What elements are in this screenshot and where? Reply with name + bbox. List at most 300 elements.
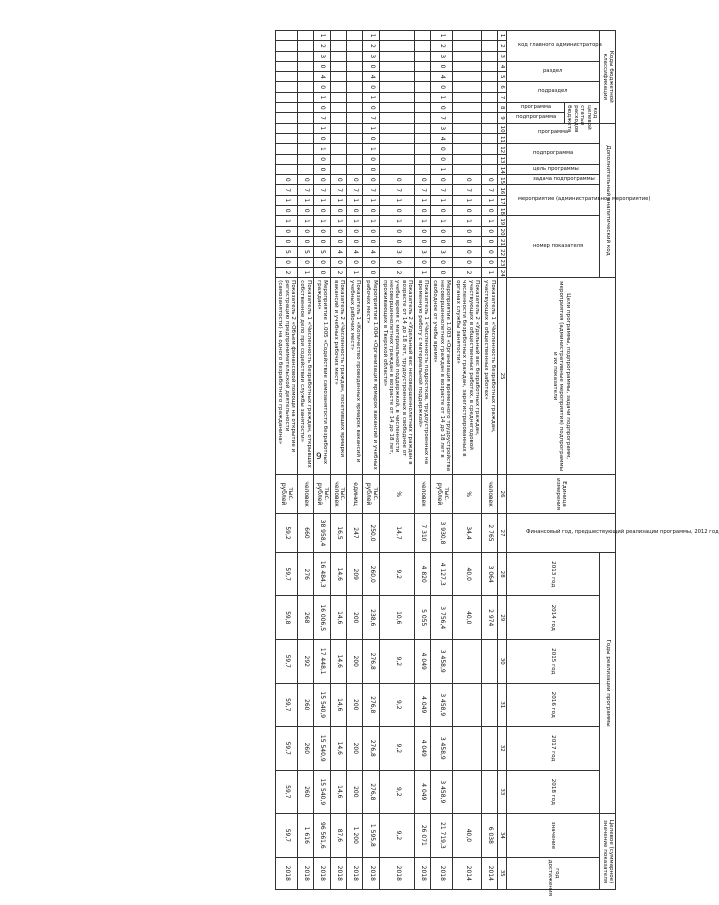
code-digit: 1 bbox=[313, 216, 330, 226]
column-number: 15 bbox=[497, 175, 506, 185]
code-digit: 2 bbox=[313, 41, 330, 51]
column-number: 32 bbox=[497, 727, 506, 771]
code-digit: 0 bbox=[431, 103, 453, 113]
code-digit bbox=[330, 31, 347, 41]
section-header: раздел bbox=[507, 61, 600, 82]
cell-v2015: 14,6 bbox=[330, 640, 347, 684]
code-digit: 3 bbox=[415, 247, 431, 257]
code-digit: 1 bbox=[453, 216, 482, 226]
code-digit: 0 bbox=[313, 257, 330, 267]
code-digit: 7 bbox=[431, 113, 453, 123]
code-digit: 0 bbox=[347, 175, 363, 185]
code-digit: 1 bbox=[313, 31, 330, 41]
code-digit bbox=[415, 103, 431, 113]
cell-v2013: 4 820 bbox=[415, 552, 431, 596]
code-digit bbox=[347, 82, 363, 92]
code-digit bbox=[415, 61, 431, 71]
code-digit: 0 bbox=[313, 103, 330, 113]
cell-v2013: 9,2 bbox=[380, 552, 415, 596]
code-digit bbox=[298, 144, 314, 154]
cell-v2015: 3 458,9 bbox=[431, 640, 453, 684]
code-digit: 0 bbox=[415, 206, 431, 216]
cell-year: 2014 bbox=[482, 857, 498, 889]
code-digit bbox=[453, 51, 482, 61]
cell-v2018: 9,2 bbox=[380, 770, 415, 814]
table-row bbox=[347, 31, 363, 890]
code-digit: 0 bbox=[313, 164, 330, 174]
code-digit: 0 bbox=[330, 175, 347, 185]
column-number: 27 bbox=[497, 514, 506, 553]
code-digit bbox=[415, 144, 431, 154]
cell-v2012: 34,4 bbox=[453, 514, 482, 553]
row-name: Показатель 1 «Численность безработных граждан, участвующих в общественных работах» bbox=[482, 278, 498, 475]
cell-v2012: 38 958,4 bbox=[313, 514, 330, 553]
code-digit: 1 bbox=[363, 31, 380, 41]
row-name: Мероприятие 1.003 «Организация временного трудоустройства несовершеннолетних граждан в возрасте от 14 до 18 лет в свободное от учебы время» bbox=[431, 278, 453, 475]
code-digit bbox=[330, 144, 347, 154]
cell-v2014: 5 055 bbox=[415, 596, 431, 640]
y2015-header: 2015 год bbox=[507, 640, 600, 684]
cell-v2013: 4 127,3 bbox=[431, 552, 453, 596]
code-digit bbox=[298, 154, 314, 164]
code-digit bbox=[330, 92, 347, 102]
code-digit bbox=[380, 92, 415, 102]
cell-v2016: 9,2 bbox=[380, 683, 415, 727]
column-number: 16 bbox=[497, 185, 506, 195]
cell-v2018: 200 bbox=[347, 770, 363, 814]
code-digit: 0 bbox=[347, 236, 363, 246]
code-digit: 5 bbox=[275, 247, 297, 257]
code-digit: 1 bbox=[380, 216, 415, 226]
code-digit: 0 bbox=[431, 206, 453, 216]
column-number: 21 bbox=[497, 236, 506, 246]
code-digit: 0 bbox=[363, 175, 380, 185]
code-digit: 0 bbox=[363, 133, 380, 143]
code-digit: 0 bbox=[363, 206, 380, 216]
cell-v2012: 59,2 bbox=[275, 514, 297, 553]
column-number: 25 bbox=[497, 278, 506, 475]
code-digit: 0 bbox=[431, 82, 453, 92]
cell-v2014: 3 756,4 bbox=[431, 596, 453, 640]
code-digit bbox=[347, 72, 363, 82]
cell-v2018 bbox=[482, 770, 498, 814]
code-digit: 7 bbox=[313, 113, 330, 123]
an-goal-header: цель программы bbox=[507, 164, 600, 174]
code-digit bbox=[482, 51, 498, 61]
code-digit bbox=[453, 144, 482, 154]
code-digit: 2 bbox=[275, 267, 297, 277]
cell-v2017: 200 bbox=[347, 727, 363, 771]
cell-v2018: 4 049 bbox=[415, 770, 431, 814]
code-digit bbox=[482, 133, 498, 143]
code-digit bbox=[482, 31, 498, 41]
code-digit bbox=[453, 41, 482, 51]
code-digit: 1 bbox=[363, 195, 380, 205]
code-digit bbox=[380, 103, 415, 113]
cell-v2017: 260 bbox=[298, 727, 314, 771]
code-digit bbox=[298, 41, 314, 51]
code-digit bbox=[275, 82, 297, 92]
program-table bbox=[275, 30, 719, 897]
column-number: 11 bbox=[497, 133, 506, 143]
cell-v2012: 660 bbox=[298, 514, 314, 553]
code-digit bbox=[275, 123, 297, 133]
code-digit: 1 bbox=[431, 92, 453, 102]
cell-year: 2018 bbox=[330, 857, 347, 889]
cell-v2017: 14,6 bbox=[330, 727, 347, 771]
code-digit bbox=[453, 61, 482, 71]
cell-v2016: 14,6 bbox=[330, 683, 347, 727]
code-digit bbox=[298, 31, 314, 41]
code-digit: 2 bbox=[380, 267, 415, 277]
code-digit: 1 bbox=[431, 164, 453, 174]
cell-v2014: 2 974 bbox=[482, 596, 498, 640]
code-digit: 0 bbox=[431, 144, 453, 154]
code-digit: 0 bbox=[313, 206, 330, 216]
code-digit: 7 bbox=[431, 185, 453, 195]
code-digit bbox=[453, 164, 482, 174]
code-digit bbox=[482, 164, 498, 174]
column-number: 5 bbox=[497, 72, 506, 82]
unit-header: Единица измерения bbox=[507, 475, 616, 514]
column-number: 23 bbox=[497, 257, 506, 267]
cell-v2015: 59,7 bbox=[275, 640, 297, 684]
column-number: 13 bbox=[497, 154, 506, 164]
column-number: 7 bbox=[497, 92, 506, 102]
cell-unit: тыс. рублей bbox=[275, 475, 297, 514]
cell-v2015: 276,8 bbox=[363, 640, 380, 684]
code-digit bbox=[347, 113, 363, 123]
code-digit bbox=[275, 61, 297, 71]
code-digit bbox=[330, 164, 347, 174]
code-digit: 0 bbox=[431, 175, 453, 185]
cell-v2012: 250,0 bbox=[363, 514, 380, 553]
code-digit bbox=[347, 103, 363, 113]
code-digit bbox=[347, 133, 363, 143]
code-digit: 7 bbox=[313, 185, 330, 195]
code-digit: 0 bbox=[330, 236, 347, 246]
cell-v2018: 15 540,9 bbox=[313, 770, 330, 814]
code-digit: 1 bbox=[453, 195, 482, 205]
y2017-header: 2017 год bbox=[507, 727, 600, 771]
code-digit bbox=[298, 123, 314, 133]
cell-v2014: 238,6 bbox=[363, 596, 380, 640]
code-digit bbox=[482, 103, 498, 113]
cell-target: 1 616 bbox=[298, 814, 314, 858]
code-digit: 4 bbox=[330, 247, 347, 257]
column-number: 35 bbox=[497, 857, 506, 889]
code-digit: 0 bbox=[363, 226, 380, 236]
column-number: 30 bbox=[497, 640, 506, 684]
cell-v2012: 2 765 bbox=[482, 514, 498, 553]
code-digit bbox=[380, 144, 415, 154]
cell-v2017: 9,2 bbox=[380, 727, 415, 771]
code-digit: 3 bbox=[313, 51, 330, 61]
code-digit: 0 bbox=[330, 257, 347, 267]
cell-target: 1 595,8 bbox=[363, 814, 380, 858]
cell-v2013: 14,6 bbox=[330, 552, 347, 596]
cell-target: 21 719,3 bbox=[431, 814, 453, 858]
code-digit: 0 bbox=[453, 206, 482, 216]
code-digit bbox=[275, 164, 297, 174]
code-digit: 0 bbox=[298, 206, 314, 216]
code-digit bbox=[415, 41, 431, 51]
cell-v2018: 14,6 bbox=[330, 770, 347, 814]
row-name: Мероприятие 1.004 «Организация ярмарок вакансий и учебных рабочих мест» bbox=[363, 278, 380, 475]
code-digit bbox=[347, 123, 363, 133]
cell-v2018: 260 bbox=[298, 770, 314, 814]
code-digit bbox=[482, 61, 498, 71]
an-measure-header: мероприятие (административное мероприятие) bbox=[507, 185, 600, 216]
cell-unit: тыс. рублей bbox=[431, 475, 453, 514]
code-digit: 0 bbox=[380, 206, 415, 216]
table-row bbox=[298, 31, 314, 890]
code-digit: 3 bbox=[363, 51, 380, 61]
subsection-header: подраздел bbox=[507, 82, 600, 103]
cell-year: 2018 bbox=[275, 857, 297, 889]
cell-v2014: 268 bbox=[298, 596, 314, 640]
cell-unit: единиц bbox=[347, 475, 363, 514]
row-name: Показатель 2 «Удельный вес несовершеннолетних граждан в возрасте от 14 до 18 лет, трудоустроенных в свободное от учебы время с материальной поддержкой, в численности несовершеннолетних граждан в возрасте от 14 до 18 лет, проживающих в Тверской области» bbox=[380, 278, 415, 475]
code-digit: 0 bbox=[482, 257, 498, 267]
code-digit: 7 bbox=[453, 185, 482, 195]
code-digit: 0 bbox=[363, 236, 380, 246]
code-digit bbox=[380, 154, 415, 164]
code-digit bbox=[482, 92, 498, 102]
code-digit: 1 bbox=[363, 92, 380, 102]
code-digit bbox=[453, 82, 482, 92]
code-digit: 0 bbox=[313, 82, 330, 92]
row-name: Показатель 1 «Количество проведенных ярмарок вакансий и учебных рабочих мест» bbox=[347, 278, 363, 475]
code-digit: 1 bbox=[330, 195, 347, 205]
column-number: 28 bbox=[497, 552, 506, 596]
cell-v2016: 200 bbox=[347, 683, 363, 727]
row-name: Показатель 2 «Объем финансовой помощи на открытие и регистрацию предпринимательской деятельности (самозанятости) на одного безработного гражданина» bbox=[275, 278, 297, 475]
code-digit bbox=[380, 113, 415, 123]
code-digit bbox=[275, 144, 297, 154]
cell-v2013: 3 064 bbox=[482, 552, 498, 596]
table-row bbox=[415, 31, 431, 890]
column-number: 1 bbox=[497, 31, 506, 41]
column-number: 12 bbox=[497, 144, 506, 154]
column-number: 3 bbox=[497, 51, 506, 61]
code-digit bbox=[347, 154, 363, 164]
code-digit bbox=[330, 61, 347, 71]
cell-year: 2014 bbox=[453, 857, 482, 889]
cell-year: 2018 bbox=[415, 857, 431, 889]
code-digit: 0 bbox=[415, 257, 431, 267]
code-digit: 0 bbox=[363, 154, 380, 164]
table-row bbox=[275, 31, 297, 890]
code-digit bbox=[415, 113, 431, 123]
y2014-header: 2014 год bbox=[507, 596, 600, 640]
target-article-header: код целевой статьи расходов бюджета bbox=[565, 103, 600, 124]
cell-unit: тыс. рублей bbox=[313, 475, 330, 514]
cell-v2016: 4 049 bbox=[415, 683, 431, 727]
column-number: 10 bbox=[497, 123, 506, 133]
code-digit: 0 bbox=[313, 175, 330, 185]
code-digit: 0 bbox=[431, 61, 453, 71]
code-digit: 0 bbox=[313, 154, 330, 164]
cell-year: 2018 bbox=[363, 857, 380, 889]
cell-v2012: 247 bbox=[347, 514, 363, 553]
y2016-header: 2016 год bbox=[507, 683, 600, 727]
column-number: 31 bbox=[497, 683, 506, 727]
code-digit: 0 bbox=[363, 82, 380, 92]
code-digit: 0 bbox=[380, 175, 415, 185]
code-digit: 0 bbox=[275, 175, 297, 185]
cell-v2015: 292 bbox=[298, 640, 314, 684]
code-digit: 0 bbox=[275, 226, 297, 236]
cell-v2014: 59,8 bbox=[275, 596, 297, 640]
code-digit: 1 bbox=[347, 216, 363, 226]
code-digit: 7 bbox=[380, 185, 415, 195]
code-digit: 0 bbox=[313, 226, 330, 236]
cell-v2012: 3 930,8 bbox=[431, 514, 453, 553]
code-digit: 0 bbox=[347, 206, 363, 216]
years-header: Годы реализации программы bbox=[600, 552, 616, 813]
cell-v2015: 9,2 bbox=[380, 640, 415, 684]
code-digit bbox=[298, 133, 314, 143]
code-digit: 0 bbox=[298, 175, 314, 185]
code-digit: 4 bbox=[363, 72, 380, 82]
page-number: 9 bbox=[316, 452, 322, 462]
code-digit bbox=[415, 82, 431, 92]
code-digit bbox=[415, 164, 431, 174]
code-digit: 4 bbox=[431, 72, 453, 82]
code-digit bbox=[347, 51, 363, 61]
an-task-header: задача подпрограммы bbox=[507, 175, 600, 185]
cell-year: 2018 bbox=[347, 857, 363, 889]
code-digit: 0 bbox=[363, 257, 380, 267]
table-row bbox=[431, 31, 453, 890]
column-number: 17 bbox=[497, 195, 506, 205]
code-digit: 0 bbox=[453, 236, 482, 246]
cell-v2016: 59,7 bbox=[275, 683, 297, 727]
code-digit: 0 bbox=[298, 226, 314, 236]
an-indicator-header: номер показателя bbox=[507, 216, 600, 278]
code-digit: 0 bbox=[275, 257, 297, 267]
code-digit: 4 bbox=[313, 72, 330, 82]
code-digit bbox=[330, 113, 347, 123]
row-name: Показатель 1 «Численность безработных граждан, открывших собственное дело при содействии службы занятости» bbox=[298, 278, 314, 475]
code-digit: 0 bbox=[482, 226, 498, 236]
cell-v2018: 276,8 bbox=[363, 770, 380, 814]
budget-codes-header: Коды бюджетной классификации bbox=[600, 31, 616, 124]
code-digit bbox=[380, 61, 415, 71]
cell-unit: человек bbox=[298, 475, 314, 514]
code-digit bbox=[298, 72, 314, 82]
cell-target: 1 200 bbox=[347, 814, 363, 858]
code-digit: 1 bbox=[363, 216, 380, 226]
code-digit: 0 bbox=[415, 175, 431, 185]
cell-v2013: 276 bbox=[298, 552, 314, 596]
cell-unit: % bbox=[453, 475, 482, 514]
code-digit bbox=[380, 31, 415, 41]
column-number: 14 bbox=[497, 164, 506, 174]
code-digit bbox=[453, 154, 482, 164]
code-digit bbox=[330, 51, 347, 61]
code-digit: 0 bbox=[482, 206, 498, 216]
y2018-header: 2018 год bbox=[507, 770, 600, 814]
cell-target: 59,7 bbox=[275, 814, 297, 858]
column-number: 4 bbox=[497, 61, 506, 71]
cell-target: 40,0 bbox=[453, 814, 482, 858]
code-digit bbox=[453, 72, 482, 82]
code-digit: 0 bbox=[380, 257, 415, 267]
cell-v2016 bbox=[453, 683, 482, 727]
code-digit bbox=[415, 51, 431, 61]
code-digit: 1 bbox=[313, 92, 330, 102]
code-digit: 1 bbox=[347, 267, 363, 277]
cell-target: 87,6 bbox=[330, 814, 347, 858]
column-number: 18 bbox=[497, 206, 506, 216]
code-digit: 4 bbox=[347, 247, 363, 257]
code-digit bbox=[415, 92, 431, 102]
table-row bbox=[363, 31, 380, 890]
cell-v2016: 260 bbox=[298, 683, 314, 727]
cell-v2014: 16 006,5 bbox=[313, 596, 330, 640]
column-number: 9 bbox=[497, 113, 506, 123]
code-digit: 0 bbox=[313, 133, 330, 143]
cell-v2017: 59,7 bbox=[275, 727, 297, 771]
fin-year-header: Финансовый год, предшествующий реализации программы, 2012 год bbox=[507, 514, 616, 553]
code-digit: 1 bbox=[415, 195, 431, 205]
code-digit: 3 bbox=[380, 247, 415, 257]
code-digit: 3 bbox=[431, 123, 453, 133]
code-digit bbox=[330, 41, 347, 51]
column-number: 2 bbox=[497, 41, 506, 51]
code-digit: 0 bbox=[298, 257, 314, 267]
code-digit: 1 bbox=[275, 195, 297, 205]
code-digit: 1 bbox=[482, 195, 498, 205]
code-digit bbox=[330, 133, 347, 143]
code-digit bbox=[275, 41, 297, 51]
code-digit bbox=[275, 51, 297, 61]
code-digit bbox=[347, 31, 363, 41]
code-digit bbox=[380, 133, 415, 143]
code-digit bbox=[380, 41, 415, 51]
cell-v2018 bbox=[453, 770, 482, 814]
code-digit: 1 bbox=[363, 144, 380, 154]
goals-header: Цели программы, подпрограммы, задачи подпрограмм, мероприятия (административные мероприятия) подпрограммы и их показатели bbox=[507, 278, 616, 475]
code-digit bbox=[330, 72, 347, 82]
cell-unit: человек bbox=[415, 475, 431, 514]
code-digit: 1 bbox=[431, 216, 453, 226]
code-digit: 3 bbox=[431, 51, 453, 61]
cell-v2016 bbox=[482, 683, 498, 727]
code-digit bbox=[482, 144, 498, 154]
cell-unit: тыс. рублей bbox=[363, 475, 380, 514]
code-digit: 1 bbox=[347, 195, 363, 205]
cell-v2013: 59,7 bbox=[275, 552, 297, 596]
code-digit: 2 bbox=[431, 41, 453, 51]
code-digit bbox=[275, 113, 297, 123]
row-name: Показатель 1 «Численность подростков, трудоустроенных на временную работу с материальной поддержкой» bbox=[415, 278, 431, 475]
column-number: 19 bbox=[497, 216, 506, 226]
cell-v2016: 276,8 bbox=[363, 683, 380, 727]
code-digit bbox=[347, 92, 363, 102]
code-digit: 0 bbox=[453, 175, 482, 185]
code-digit bbox=[275, 103, 297, 113]
cell-v2015 bbox=[482, 640, 498, 684]
code-digit: 1 bbox=[363, 123, 380, 133]
cell-v2014: 200 bbox=[347, 596, 363, 640]
code-digit bbox=[453, 113, 482, 123]
code-digit: 1 bbox=[275, 216, 297, 226]
cell-target: 96 561,6 bbox=[313, 814, 330, 858]
an-program-header: программа bbox=[507, 123, 600, 144]
